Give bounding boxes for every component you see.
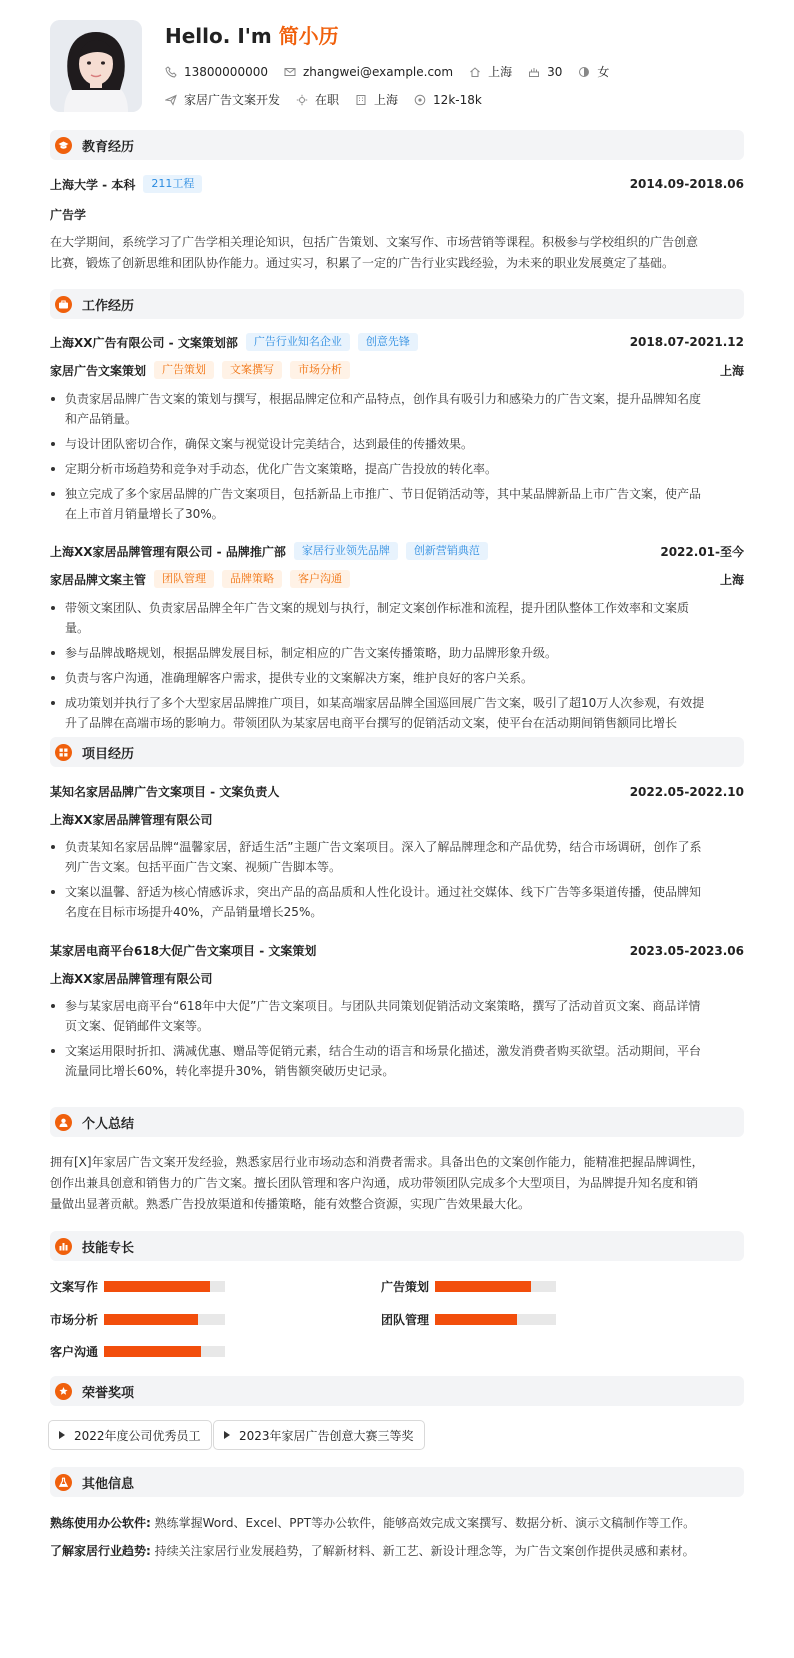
project-header bbox=[50, 783, 744, 800]
section-title: 教育经历 bbox=[82, 139, 135, 155]
send-icon bbox=[165, 94, 177, 106]
section-summary bbox=[50, 1107, 744, 1137]
cake-icon bbox=[528, 66, 540, 78]
skill-tag: 广告策划 bbox=[154, 361, 214, 379]
other-info-label: 熟练使用办公软件: bbox=[50, 1516, 151, 1530]
other-info-item bbox=[50, 1514, 695, 1531]
list-item: 带领文案团队、负责家居品牌全年广告文案的规划与执行，制定文案创作标准和流程，提升团队整体工作效率和文案质量。 bbox=[50, 598, 710, 638]
section-other bbox=[50, 1467, 744, 1497]
avatar bbox=[50, 20, 142, 112]
company-name: 上海XX广告有限公司 - 文案策划部 bbox=[50, 335, 238, 350]
section-title: 工作经历 bbox=[82, 298, 135, 314]
job-intent-row bbox=[165, 91, 498, 108]
skill-bar bbox=[104, 1281, 225, 1292]
skill-bar bbox=[104, 1314, 225, 1325]
skill-bar bbox=[435, 1314, 556, 1325]
list-item: 负责某知名家居品牌“温馨家居，舒适生活”主题广告文案项目。深入了解品牌理念和产品优势，结合市场调研，创作了系列广告文案。包括平面广告文案、视频广告脚本等。 bbox=[50, 837, 710, 877]
list-item: 参与品牌战略规划，根据品牌发展目标，制定相应的广告文案传播策略，助力品牌形象升级。 bbox=[50, 643, 710, 663]
other-info-text: 持续关注家居行业发展趋势，了解新材料、新工艺、新设计理念等，为广告文案创作提供灵感和素材。 bbox=[154, 1544, 695, 1558]
skill-bar-fill bbox=[435, 1281, 531, 1292]
education-description: 在大学期间，系统学习了广告学相关理论知识，包括广告策划、文案写作、市场营销等课程。积极参与学校组织的广告创意比赛，锻炼了创新思维和团队协作能力。通过实习，积累了一定的广告行业实践经验，为未来的职业发展奠定了基础。 bbox=[50, 235, 699, 270]
phone-text: 13800000000 bbox=[184, 64, 268, 79]
skill-tag: 团队管理 bbox=[154, 570, 214, 588]
list-item: 负责与客户沟通，准确理解客户需求，提供专业的文案解决方案，维护良好的客户关系。 bbox=[50, 668, 710, 688]
skill-item bbox=[50, 1343, 225, 1360]
other-info-text: 熟练掌握Word、Excel、PPT等办公软件，能够高效完成文案撰写、数据分析、演示文稿制作等工作。 bbox=[154, 1516, 696, 1530]
list-item: 文案运用限时折扣、满减优惠、赠品等促销元素，结合生动的语言和场景化描述，激发消费者购买欲望。活动期间，平台流量同比增长60%，转化率提升30%，销售额突破历史记录。 bbox=[50, 1041, 710, 1081]
section-projects bbox=[50, 737, 744, 767]
skill-item bbox=[50, 1278, 225, 1295]
honor-item bbox=[213, 1420, 425, 1450]
company-name: 上海XX家居品牌管理有限公司 - 品牌推广部 bbox=[50, 544, 286, 559]
skill-item bbox=[381, 1278, 556, 1295]
user-icon bbox=[55, 1114, 72, 1131]
graduation-cap-icon bbox=[55, 137, 72, 154]
skill-item bbox=[381, 1311, 556, 1328]
project-name: 某知名家居品牌广告文案项目 - 文案负责人 bbox=[50, 785, 280, 799]
project-date: 2022.05-2022.10 bbox=[629, 784, 744, 799]
project-date: 2023.05-2023.06 bbox=[629, 943, 744, 958]
flask-icon bbox=[55, 1474, 72, 1491]
list-item: 负责家居品牌广告文案的策划与撰写，根据品牌定位和产品特点，创作具有吸引力和感染力的广告文案，提升品牌知名度和产品销量。 bbox=[50, 389, 710, 429]
job-position: 家居品牌文案主管 bbox=[50, 572, 147, 587]
honor-text: 2023年家居广告创意大赛三等奖 bbox=[239, 1428, 414, 1443]
greeting-text: Hello. I'm bbox=[165, 24, 272, 48]
section-work bbox=[50, 289, 744, 319]
school-tag: 211工程 bbox=[143, 175, 202, 193]
job-bullet-list bbox=[50, 389, 710, 529]
building-icon bbox=[355, 94, 367, 106]
job-position-row bbox=[50, 361, 744, 379]
job-target-info bbox=[165, 91, 280, 108]
skill-name: 市场分析 bbox=[50, 1313, 99, 1327]
section-honors bbox=[50, 1376, 744, 1406]
job-date: 2022.01-至今 bbox=[660, 544, 744, 559]
job-date: 2018.07-2021.12 bbox=[629, 335, 744, 349]
project-bullet-list bbox=[50, 996, 710, 1086]
medal-icon bbox=[55, 1383, 72, 1400]
summary-text: 拥有[X]年家居广告文案开发经验，熟悉家居行业市场动态和消费者需求。具备出色的文案创作能力，能精准把握品牌调性，创作出兼具创意和销售力的广告文案。擅长团队管理和客户沟通，成功带领团队完成多个大型项目，为品牌提升知名度和销量做出显著贡献。熟悉广告投放渠道和传播策略，能有效整合资源，实现广告效果最大化。 bbox=[50, 1155, 704, 1211]
section-title: 荣誉奖项 bbox=[82, 1385, 135, 1401]
skill-name: 客户沟通 bbox=[50, 1345, 99, 1359]
job-location: 上海 bbox=[719, 572, 744, 587]
skill-bar-fill bbox=[104, 1346, 201, 1357]
section-title: 项目经历 bbox=[82, 746, 135, 762]
mail-icon bbox=[284, 66, 296, 78]
play-triangle-icon bbox=[224, 1431, 230, 1439]
grid-icon bbox=[55, 744, 72, 761]
section-title: 其他信息 bbox=[82, 1476, 135, 1492]
contact-info-row bbox=[165, 63, 625, 80]
school-name: 上海大学 - 本科 bbox=[50, 177, 136, 192]
money-icon bbox=[414, 94, 426, 106]
skill-bar bbox=[104, 1346, 225, 1357]
gender-text: 女 bbox=[597, 65, 610, 79]
honor-text: 2022年度公司优秀员工 bbox=[74, 1428, 201, 1443]
list-item: 定期分析市场趋势和竞争对手动态，优化广告文案策略，提高广告投放的转化率。 bbox=[50, 459, 710, 479]
company-tag: 家居行业领先品牌 bbox=[294, 542, 398, 560]
list-item: 独立完成了多个家居品牌的广告文案项目，包括新品上市推广、节日促销活动等，其中某品牌新品上市广告文案，使产品在上市首月销量增长了30%。 bbox=[50, 484, 710, 524]
company-tag: 创意先锋 bbox=[358, 333, 418, 351]
skill-tag: 文案撰写 bbox=[222, 361, 282, 379]
status-icon bbox=[296, 94, 308, 106]
skill-tag: 客户沟通 bbox=[290, 570, 350, 588]
other-info-label: 了解家居行业趋势: bbox=[50, 1544, 151, 1558]
resume-header bbox=[50, 20, 744, 118]
list-item: 文案以温馨、舒适为核心情感诉求，突出产品的高品质和人性化设计。通过社交媒体、线下广告等多渠道传播，使品牌知名度在目标市场提升40%，产品销量增长25%。 bbox=[50, 882, 710, 922]
section-education bbox=[50, 130, 744, 160]
education-header bbox=[50, 175, 744, 193]
job-bullet-list bbox=[50, 598, 710, 758]
skill-name: 团队管理 bbox=[381, 1313, 430, 1327]
person-name: 简小历 bbox=[278, 24, 339, 48]
company-tag: 创新营销典范 bbox=[406, 542, 488, 560]
project-bullet-list bbox=[50, 837, 710, 927]
education-major: 广告学 bbox=[50, 208, 87, 222]
education-date: 2014.09-2018.06 bbox=[629, 177, 744, 191]
salary-info bbox=[414, 93, 482, 107]
home-icon bbox=[469, 66, 481, 78]
other-info-item bbox=[50, 1542, 695, 1559]
gender-icon bbox=[578, 66, 590, 78]
expected-city-info bbox=[355, 91, 398, 108]
project-header bbox=[50, 942, 744, 959]
skill-bar-fill bbox=[435, 1314, 517, 1325]
expected-city-text: 上海 bbox=[374, 93, 399, 107]
phone-info bbox=[165, 65, 268, 79]
job-location: 上海 bbox=[719, 363, 744, 378]
email-info bbox=[284, 65, 453, 79]
skill-tag: 品牌策略 bbox=[222, 570, 282, 588]
section-skills bbox=[50, 1231, 744, 1261]
gender-info bbox=[578, 63, 609, 80]
briefcase-icon bbox=[55, 296, 72, 313]
job-header bbox=[50, 542, 744, 560]
skill-name: 广告策划 bbox=[381, 1280, 430, 1294]
section-title: 技能专长 bbox=[82, 1240, 135, 1256]
honor-item bbox=[48, 1420, 212, 1450]
skill-item bbox=[50, 1311, 225, 1328]
skill-bar bbox=[435, 1281, 556, 1292]
play-triangle-icon bbox=[59, 1431, 65, 1439]
salary-text: 12k-18k bbox=[433, 92, 482, 107]
phone-icon bbox=[165, 66, 177, 78]
list-item: 与设计团队密切合作，确保文案与视觉设计完美结合，达到最佳的传播效果。 bbox=[50, 434, 710, 454]
greeting-title bbox=[165, 20, 339, 49]
status-info bbox=[296, 91, 339, 108]
skill-bar-fill bbox=[104, 1314, 198, 1325]
list-item: 成功策划并执行了多个大型家居品牌推广项目，如某高端家居品牌全国巡回展广告文案，吸引了超10万人次参观，有效提升了品牌在高端市场的影响力。带领团队为某家居电商平台撰写的促销活动文案，使平台在活动期间销售额同比增长 bbox=[50, 693, 710, 753]
project-company: 上海XX家居品牌管理有限公司 bbox=[50, 813, 213, 827]
job-position-row bbox=[50, 570, 744, 588]
job-target-text: 家居广告文案开发 bbox=[184, 93, 281, 107]
job-header bbox=[50, 333, 744, 351]
bar-chart-icon bbox=[55, 1238, 72, 1255]
list-item: 参与某家居电商平台“618年中大促”广告文案项目。与团队共同策划促销活动文案策略，撰写了活动首页文案、商品详情页文案、促销邮件文案等。 bbox=[50, 996, 710, 1036]
skill-tag: 市场分析 bbox=[290, 361, 350, 379]
skill-name: 文案写作 bbox=[50, 1280, 99, 1294]
job-position: 家居广告文案策划 bbox=[50, 363, 147, 378]
project-company: 上海XX家居品牌管理有限公司 bbox=[50, 972, 213, 986]
age-info bbox=[528, 65, 562, 79]
section-title: 个人总结 bbox=[82, 1116, 135, 1132]
city-text: 上海 bbox=[488, 65, 513, 79]
email-text: zhangwei@example.com bbox=[302, 64, 454, 79]
city-info bbox=[469, 63, 512, 80]
status-text: 在职 bbox=[315, 93, 340, 107]
age-text: 30 bbox=[547, 64, 563, 79]
skill-bar-fill bbox=[104, 1281, 210, 1292]
company-tag: 广告行业知名企业 bbox=[246, 333, 350, 351]
project-name: 某家居电商平台618大促广告文案项目 - 文案策划 bbox=[50, 944, 317, 958]
